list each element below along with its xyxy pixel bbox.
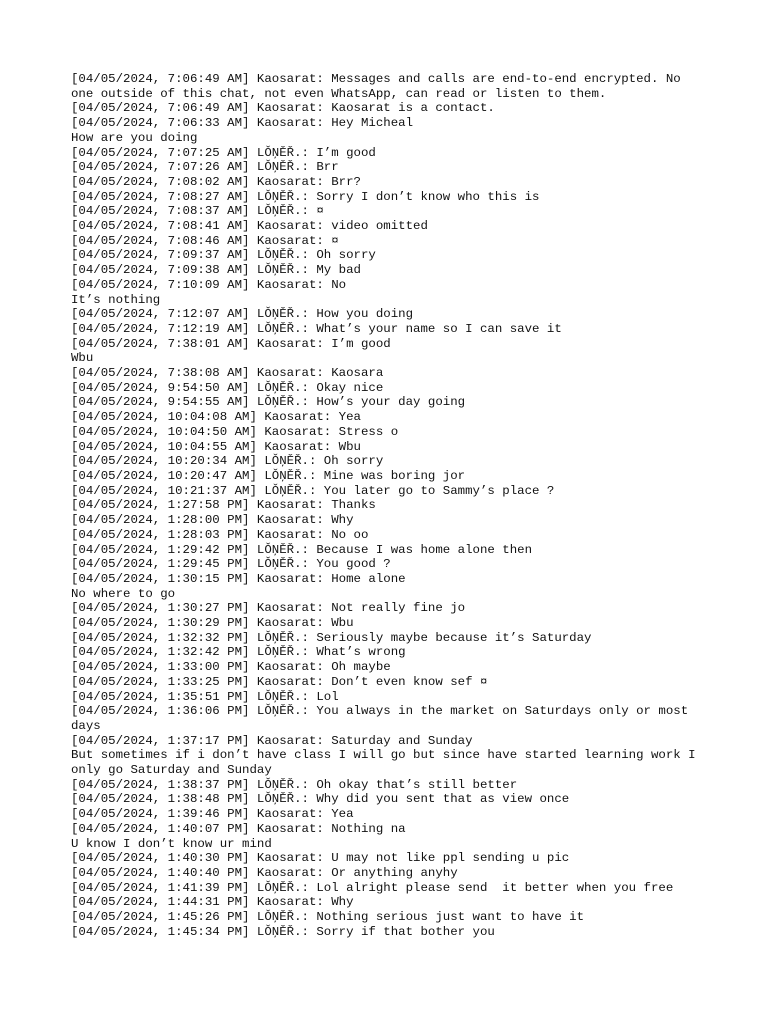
- chat-line: [04/05/2024, 7:08:37 AM] LǑŅĚŘ.: ¤: [71, 204, 324, 219]
- chat-line: [04/05/2024, 7:10:09 AM] Kaosarat: No: [71, 277, 347, 292]
- chat-line: [04/05/2024, 1:40:40 PM] Kaosarat: Or anything anyhy: [71, 865, 458, 880]
- chat-line: [04/05/2024, 1:29:45 PM] LǑŅĚŘ.: You good ?: [71, 557, 391, 572]
- chat-line: [04/05/2024, 1:36:06 PM] LǑŅĚŘ.: You always in the market on Saturdays only or most days: [71, 704, 696, 733]
- chat-line: U know I don’t know ur mind: [71, 836, 272, 851]
- chat-line: [04/05/2024, 7:07:26 AM] LǑŅĚŘ.: Brr: [71, 160, 339, 175]
- chat-line: [04/05/2024, 7:08:27 AM] LǑŅĚŘ.: Sorry I don’t know who this is: [71, 189, 540, 204]
- chat-line: How are you doing: [71, 130, 198, 145]
- chat-line: [04/05/2024, 9:54:50 AM] LǑŅĚŘ.: Okay nice: [71, 380, 384, 395]
- chat-line: [04/05/2024, 1:28:00 PM] Kaosarat: Why: [71, 513, 354, 528]
- chat-line: [04/05/2024, 7:08:41 AM] Kaosarat: video omitted: [71, 219, 428, 234]
- chat-line: [04/05/2024, 10:04:55 AM] Kaosarat: Wbu: [71, 439, 361, 454]
- chat-line: [04/05/2024, 7:09:37 AM] LǑŅĚŘ.: Oh sorry: [71, 248, 376, 263]
- chat-line: [04/05/2024, 1:39:46 PM] Kaosarat: Yea: [71, 807, 354, 822]
- chat-line: [04/05/2024, 1:32:32 PM] LǑŅĚŘ.: Seriously maybe because it’s Saturday: [71, 630, 592, 645]
- chat-line: [04/05/2024, 1:33:25 PM] Kaosarat: Don’t even know sef ¤: [71, 674, 488, 689]
- chat-line: [04/05/2024, 1:29:42 PM] LǑŅĚŘ.: Because I was home alone then: [71, 542, 533, 557]
- chat-transcript: [71, 72, 704, 939]
- chat-line: [04/05/2024, 1:37:17 PM] Kaosarat: Saturday and Sunday: [71, 733, 473, 748]
- chat-line: [04/05/2024, 7:38:01 AM] Kaosarat: I’m good: [71, 336, 391, 351]
- chat-line: [04/05/2024, 7:07:25 AM] LǑŅĚŘ.: I’m good: [71, 145, 376, 160]
- chat-line: [04/05/2024, 1:40:30 PM] Kaosarat: U may not like ppl sending u pic: [71, 851, 570, 866]
- chat-line: [04/05/2024, 1:33:00 PM] Kaosarat: Oh maybe: [71, 660, 391, 675]
- chat-line: [04/05/2024, 7:12:19 AM] LǑŅĚŘ.: What’s your name so I can save it: [71, 321, 562, 336]
- chat-line: [04/05/2024, 7:08:46 AM] Kaosarat: ¤: [71, 233, 339, 248]
- chat-line: [04/05/2024, 10:20:47 AM] LǑŅĚŘ.: Mine was boring jor: [71, 468, 466, 483]
- chat-line: [04/05/2024, 7:09:38 AM] LǑŅĚŘ.: My bad: [71, 263, 361, 278]
- chat-line: [04/05/2024, 1:38:48 PM] LǑŅĚŘ.: Why did you sent that as view once: [71, 792, 570, 807]
- chat-line: [04/05/2024, 1:45:34 PM] LǑŅĚŘ.: Sorry if that bother you: [71, 924, 495, 939]
- chat-line: [04/05/2024, 10:20:34 AM] LǑŅĚŘ.: Oh sorry: [71, 454, 384, 469]
- chat-line: [04/05/2024, 7:12:07 AM] LǑŅĚŘ.: How you doing: [71, 307, 414, 322]
- chat-line: [04/05/2024, 1:30:27 PM] Kaosarat: Not really fine jo: [71, 601, 466, 616]
- chat-line: [04/05/2024, 1:35:51 PM] LǑŅĚŘ.: Lol: [71, 689, 339, 704]
- chat-line: [04/05/2024, 10:21:37 AM] LǑŅĚŘ.: You later go to Sammy’s place ?: [71, 483, 555, 498]
- chat-line: [04/05/2024, 7:06:49 AM] Kaosarat: Messages and calls are end-to-end encrypted. No one outside of this chat, not even WhatsApp, can read or listen to them.: [71, 72, 689, 101]
- chat-line: [04/05/2024, 10:04:50 AM] Kaosarat: Stress o: [71, 424, 399, 439]
- chat-line: [04/05/2024, 1:27:58 PM] Kaosarat: Thanks: [71, 498, 376, 513]
- chat-line: [04/05/2024, 7:06:49 AM] Kaosarat: Kaosarat is a contact.: [71, 101, 495, 116]
- chat-line: No where to go: [71, 586, 176, 601]
- chat-line: [04/05/2024, 7:06:33 AM] Kaosarat: Hey Micheal: [71, 116, 414, 131]
- chat-line: [04/05/2024, 1:28:03 PM] Kaosarat: No oo: [71, 527, 369, 542]
- chat-line: [04/05/2024, 1:44:31 PM] Kaosarat: Why: [71, 895, 354, 910]
- chat-line: [04/05/2024, 1:41:39 PM] LǑŅĚŘ.: Lol alright please send it better when you free: [71, 880, 674, 895]
- chat-line: It’s nothing: [71, 292, 161, 307]
- chat-line: [04/05/2024, 1:45:26 PM] LǑŅĚŘ.: Nothing serious just want to have it: [71, 910, 585, 925]
- chat-line: [04/05/2024, 9:54:55 AM] LǑŅĚŘ.: How’s your day going: [71, 395, 466, 410]
- chat-line: Wbu: [71, 351, 94, 366]
- chat-line: [04/05/2024, 1:30:29 PM] Kaosarat: Wbu: [71, 616, 354, 631]
- chat-line: [04/05/2024, 1:38:37 PM] LǑŅĚŘ.: Oh okay that’s still better: [71, 777, 518, 792]
- chat-line: [04/05/2024, 1:32:42 PM] LǑŅĚŘ.: What’s wrong: [71, 645, 406, 660]
- chat-line: [04/05/2024, 10:04:08 AM] Kaosarat: Yea: [71, 410, 361, 425]
- chat-line: [04/05/2024, 1:30:15 PM] Kaosarat: Home alone: [71, 571, 406, 586]
- chat-line: [04/05/2024, 7:08:02 AM] Kaosarat: Brr?: [71, 174, 361, 189]
- chat-line: [04/05/2024, 7:38:08 AM] Kaosarat: Kaosara: [71, 366, 384, 381]
- chat-line: But sometimes if i don’t have class I will go but since have started learning work I only go Saturday and Sunday: [71, 748, 704, 778]
- chat-line: [04/05/2024, 1:40:07 PM] Kaosarat: Nothing na: [71, 821, 406, 836]
